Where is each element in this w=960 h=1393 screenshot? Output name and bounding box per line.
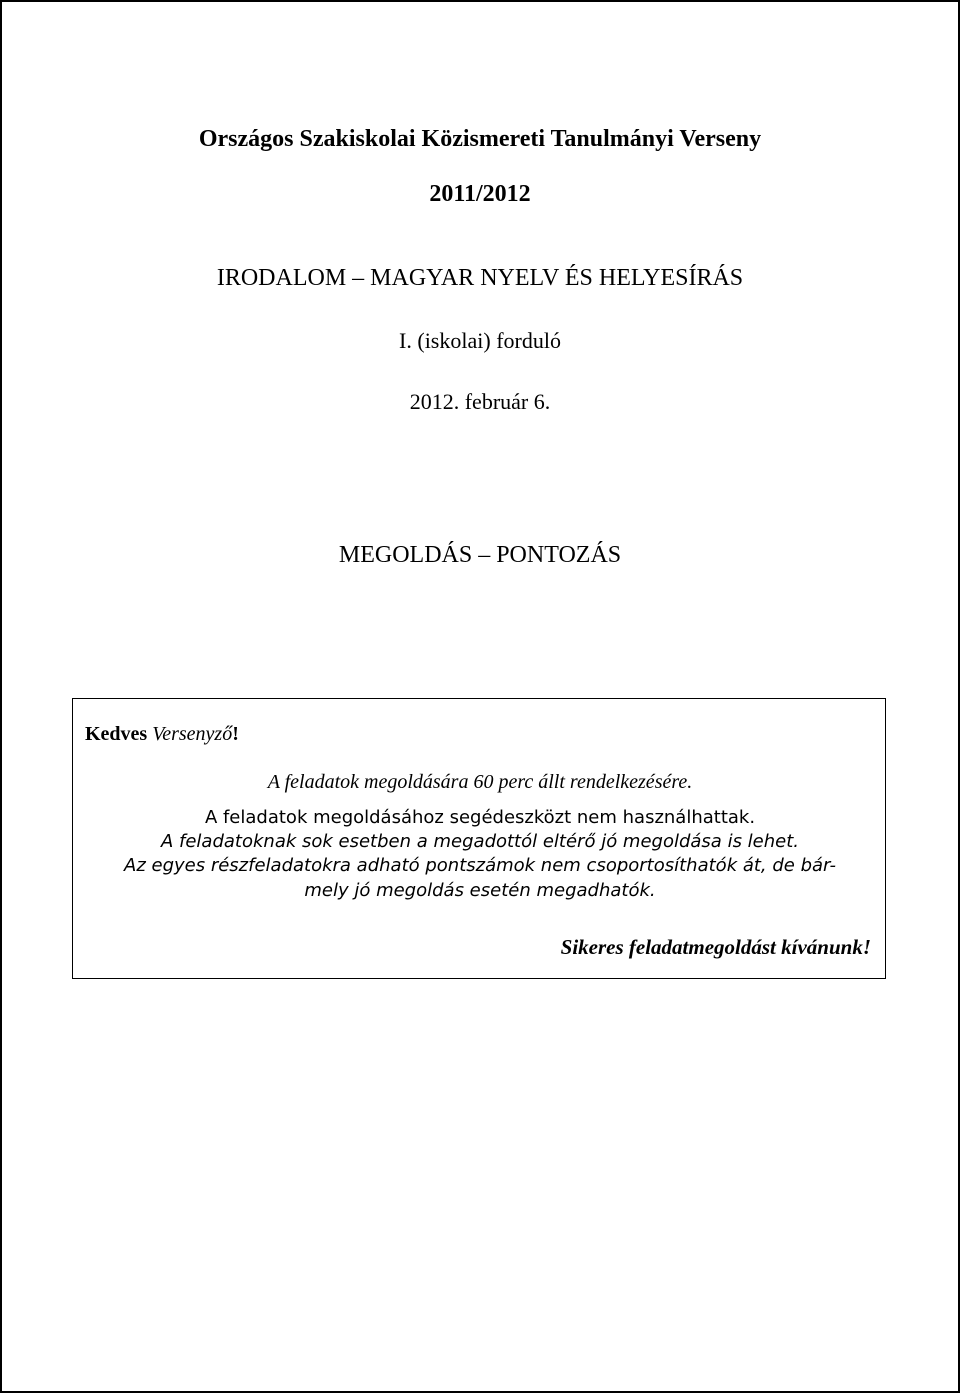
school-year: 2011/2012 — [429, 181, 531, 207]
competition-title: Országos Szakiskolai Közismereti Tanulmányi Verseny — [198, 126, 762, 152]
greeting-name: Versenyző — [152, 723, 233, 745]
instruction-time: A feladatok megoldására 60 perc állt rendelkezésére. — [267, 771, 693, 793]
greeting-prefix: Kedves — [85, 723, 153, 745]
closing-wish: Sikeres feladatmegoldást kívánunk! — [560, 935, 871, 959]
instruction-tools: A feladatok megoldásához segédeszközt nem használhattak. — [204, 807, 756, 828]
greeting — [85, 723, 239, 746]
round-label: I. (iskolai) forduló — [399, 328, 561, 353]
greeting-suffix: ! — [232, 723, 239, 745]
exam-date: 2012. február 6. — [409, 389, 551, 414]
subject-title: IRODALOM – MAGYAR NYELV ÉS HELYESÍRÁS — [216, 265, 744, 291]
instruction-alternatives: A feladatoknak sok esetben a megadottól eltérő jó megoldása is lehet. — [160, 831, 799, 852]
instruction-points-2: mely jó megoldás esetén megadhatók. — [304, 880, 656, 901]
solution-heading: MEGOLDÁS – PONTOZÁS — [338, 542, 622, 568]
instructions-box — [72, 698, 886, 979]
instruction-points-1: Az egyes részfeladatokra adható pontszámok nem csoportosíthatók át, de bár- — [124, 855, 836, 876]
